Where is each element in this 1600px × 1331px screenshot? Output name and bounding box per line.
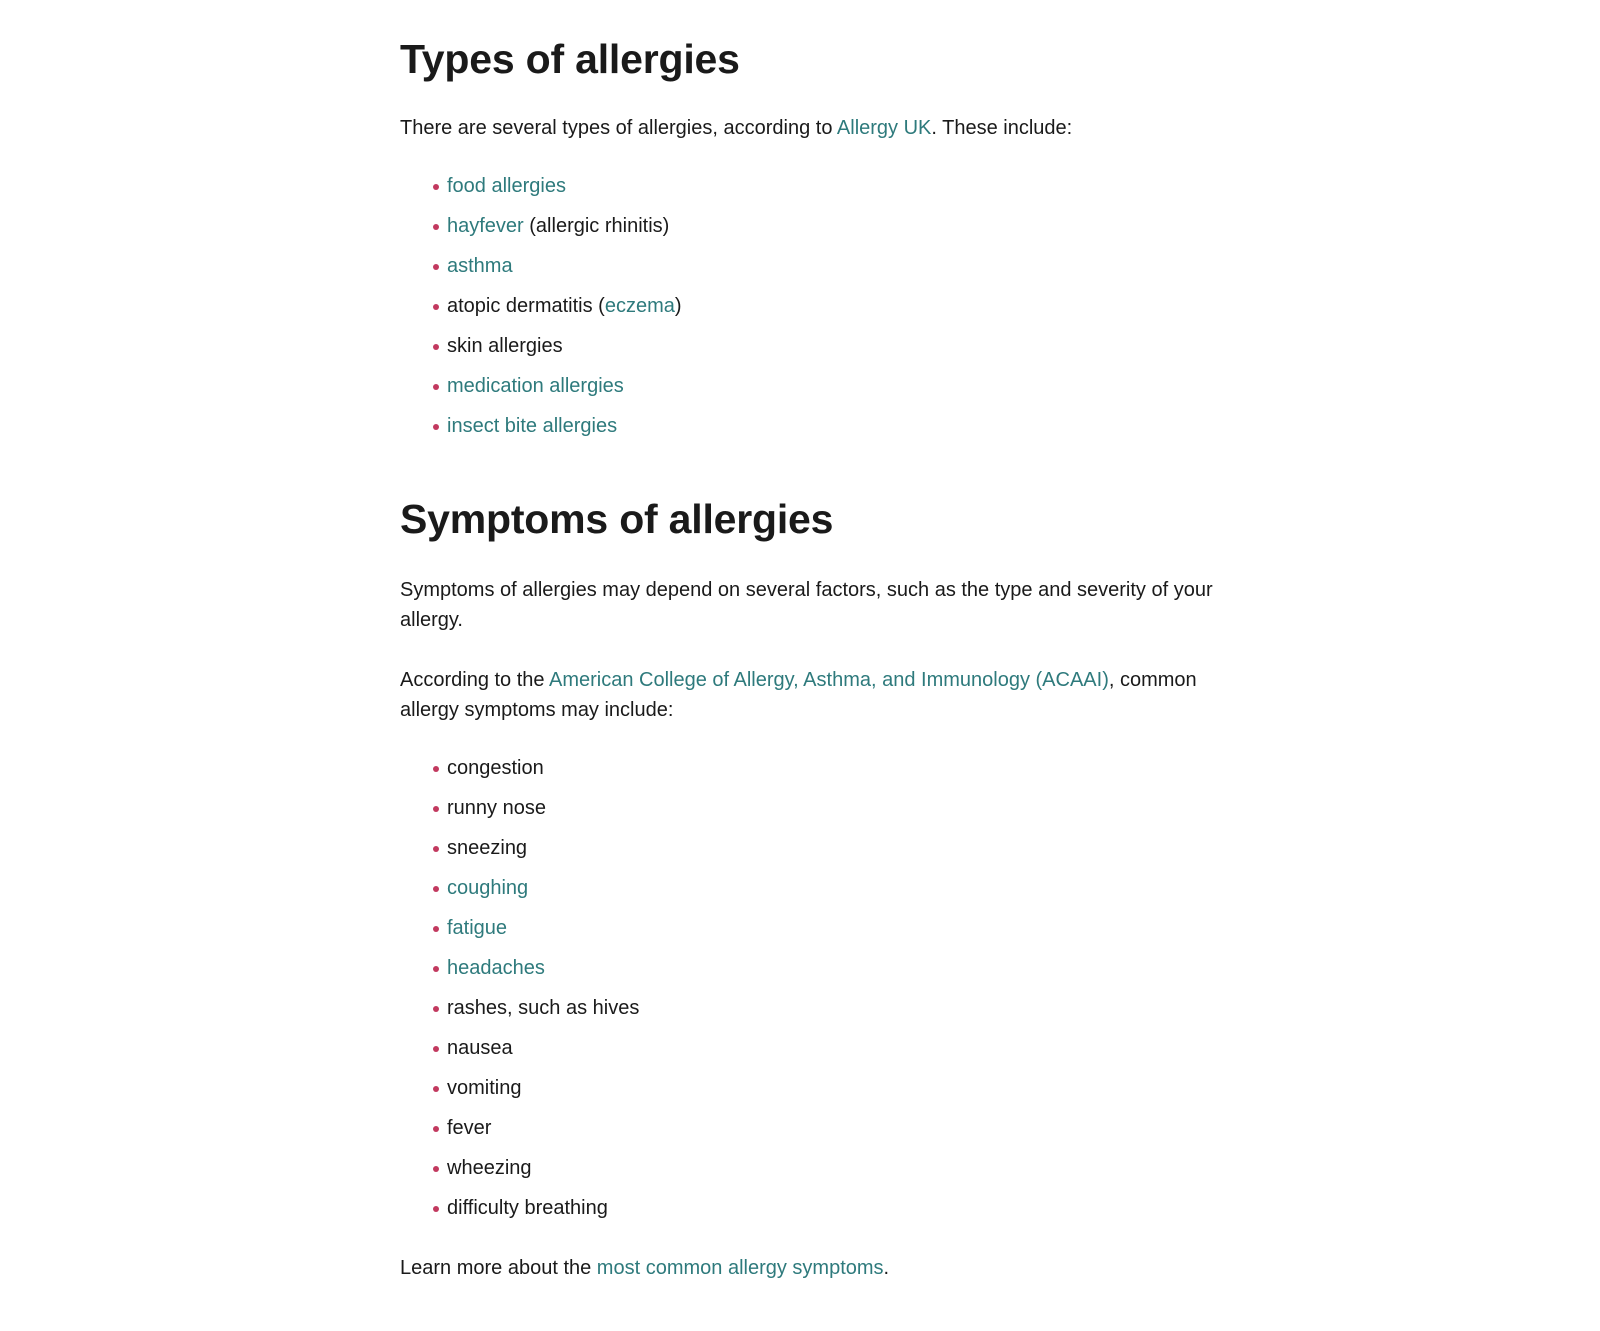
bullet-icon: [433, 184, 439, 190]
list-item: [400, 1113, 639, 1153]
bullet-icon: [433, 766, 439, 772]
list-item: [400, 291, 682, 331]
bullet-icon: [433, 1126, 439, 1132]
symptoms-list: [400, 753, 639, 1233]
food-allergies-link[interactable]: food allergies: [447, 175, 566, 197]
list-item: [400, 1193, 639, 1233]
list-item: [400, 411, 682, 451]
list-item-text: (allergic rhinitis): [523, 215, 670, 237]
medication-allergies-link[interactable]: medication allergies: [447, 375, 624, 397]
types-heading: Types of allergies: [400, 36, 740, 82]
asthma-link[interactable]: asthma: [447, 255, 513, 277]
coughing-link[interactable]: coughing: [447, 877, 529, 899]
list-item-text: runny nose: [447, 797, 546, 819]
bullet-icon: [433, 304, 439, 310]
types-list: [400, 171, 682, 451]
bullet-icon: [433, 1046, 439, 1052]
bullet-icon: [433, 344, 439, 350]
headaches-link[interactable]: headaches: [447, 957, 545, 979]
paragraph-text: Learn more about the: [400, 1257, 597, 1279]
bullet-icon: [433, 1206, 439, 1212]
list-item-text: fever: [447, 1117, 492, 1139]
bullet-icon: [433, 384, 439, 390]
list-item-text: atopic dermatitis (: [447, 295, 605, 317]
list-item-text: congestion: [447, 757, 544, 779]
bullet-icon: [433, 224, 439, 230]
bullet-icon: [433, 1086, 439, 1092]
list-item-text: sneezing: [447, 837, 528, 859]
bullet-icon: [433, 1166, 439, 1172]
symptoms-paragraph-2: [400, 665, 1260, 725]
fatigue-link[interactable]: fatigue: [447, 917, 508, 939]
list-item: [400, 833, 639, 873]
paragraph-text: According to the: [400, 669, 549, 691]
hayfever-link[interactable]: hayfever: [447, 215, 524, 237]
bullet-icon: [433, 1006, 439, 1012]
acaai-link[interactable]: American College of Allergy, Asthma, and Immunology (ACAAI): [548, 669, 1109, 691]
list-item-text: vomiting: [447, 1077, 522, 1099]
list-item-text: nausea: [447, 1037, 513, 1059]
list-item: [400, 953, 639, 993]
eczema-link[interactable]: eczema: [604, 295, 675, 317]
bullet-icon: [433, 846, 439, 852]
list-item-text: difficulty breathing: [447, 1197, 608, 1219]
list-item: [400, 211, 682, 251]
bullet-icon: [433, 424, 439, 430]
list-item-text: ): [674, 295, 682, 317]
types-intro: [400, 113, 1260, 143]
list-item: [400, 793, 639, 833]
symptoms-heading: Symptoms of allergies: [400, 496, 834, 542]
list-item: [400, 251, 682, 291]
list-item: [400, 331, 682, 371]
paragraph-text-end: , common allergy symptoms may include:: [400, 669, 1197, 721]
allergy-uk-link[interactable]: Allergy UK: [836, 117, 932, 139]
list-item: [400, 753, 639, 793]
learn-more-paragraph: [400, 1253, 1260, 1283]
paragraph-text-end: .: [883, 1257, 890, 1279]
insect-bite-allergies-link[interactable]: insect bite allergies: [447, 415, 618, 437]
list-item: [400, 1073, 639, 1113]
intro-text-end: . These include:: [931, 117, 1073, 139]
bullet-icon: [433, 966, 439, 972]
list-item: [400, 993, 639, 1033]
list-item: [400, 371, 682, 411]
list-item-text: rashes, such as hives: [447, 997, 640, 1019]
list-item-text: skin allergies: [447, 335, 563, 357]
intro-text: There are several types of allergies, according to: [400, 117, 837, 139]
bullet-icon: [433, 806, 439, 812]
list-item-text: wheezing: [447, 1157, 532, 1179]
list-item: [400, 913, 639, 953]
list-item: [400, 171, 682, 211]
bullet-icon: [433, 886, 439, 892]
list-item: [400, 873, 639, 913]
bullet-icon: [433, 264, 439, 270]
symptoms-paragraph-1: Symptoms of allergies may depend on several factors, such as the type and severity of your allergy.: [400, 579, 1213, 631]
common-symptoms-link[interactable]: most common allergy symptoms: [596, 1257, 884, 1279]
list-item: [400, 1033, 639, 1073]
bullet-icon: [433, 926, 439, 932]
list-item: [400, 1153, 639, 1193]
